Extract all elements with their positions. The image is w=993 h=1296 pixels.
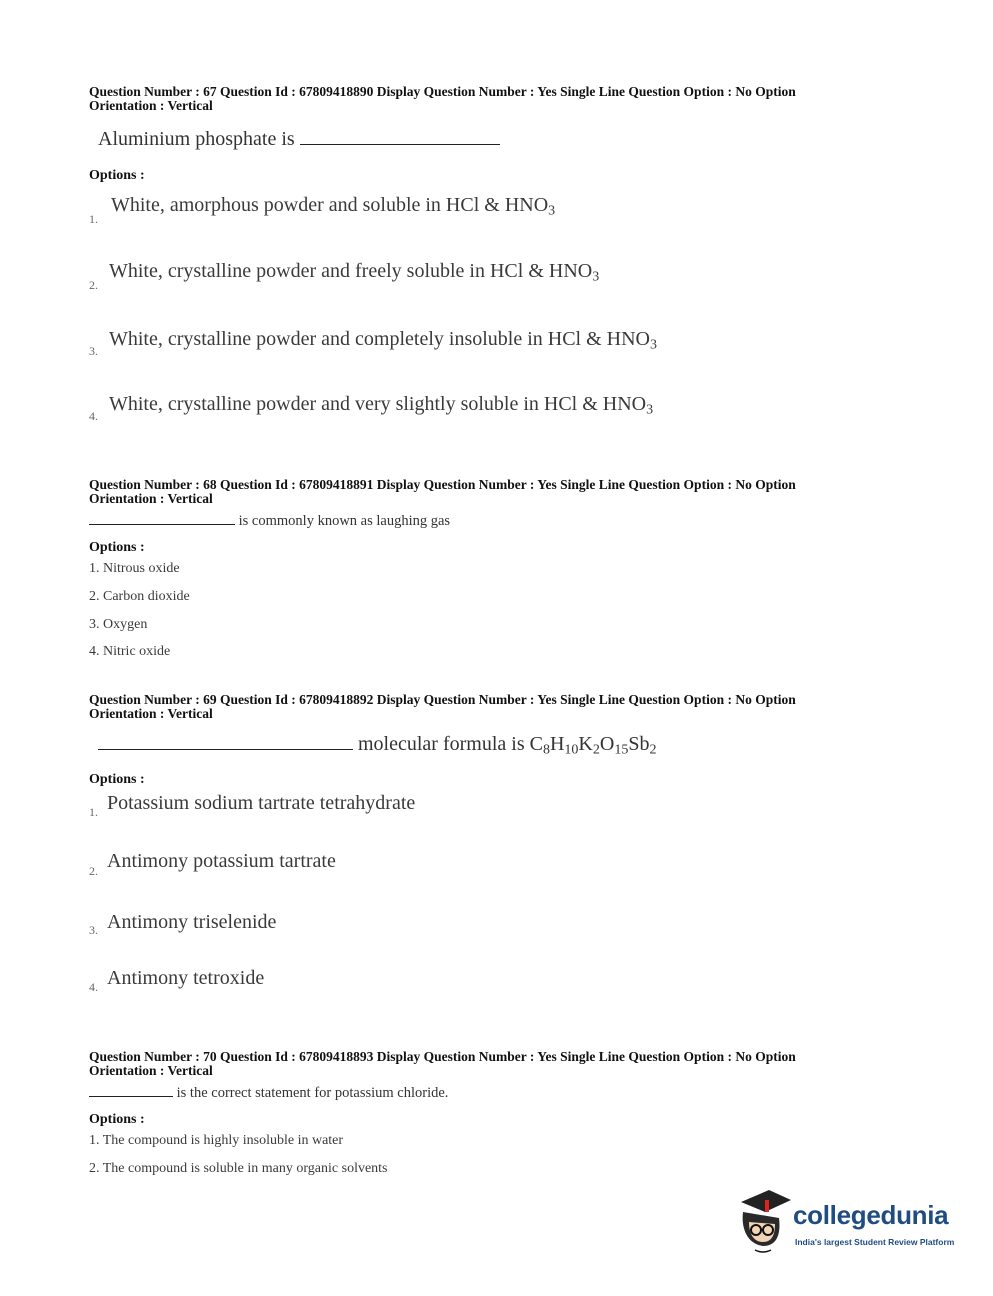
- options-label: Options :: [89, 772, 145, 787]
- answer-blank: [89, 1096, 173, 1097]
- option-1: [89, 1133, 343, 1149]
- option-2: [89, 589, 190, 605]
- stem-text: Aluminium phosphate is: [98, 128, 295, 150]
- option-number: 3.: [89, 923, 98, 937]
- option-number: 1.: [89, 561, 100, 576]
- option-text: White, amorphous powder and soluble in HCl & $HNO_3$: [111, 194, 556, 219]
- options-label: Options :: [89, 540, 145, 555]
- meta-line-1: Question Number : 67 Question Id : 67809418890 Display Question Number : Yes Single Line Question Option : No Option: [89, 84, 796, 99]
- option-number: 1.: [89, 805, 98, 819]
- question-68-meta: [89, 478, 879, 506]
- molecular-formula: $C_8H_{10}K_2O_{15}Sb_2$: [529, 733, 657, 758]
- answer-blank: [98, 749, 353, 750]
- option-text: Nitric oxide: [103, 644, 171, 659]
- question-67-meta: [89, 85, 879, 113]
- option-2: [89, 1161, 388, 1177]
- option-3: [89, 617, 147, 633]
- meta-line-2: Orientation : Vertical: [89, 98, 213, 113]
- options-label: Options :: [89, 168, 145, 183]
- option-number: 4.: [89, 644, 100, 659]
- option-text: Antimony triselenide: [107, 911, 277, 933]
- option-number: 3.: [89, 344, 98, 358]
- options-label: Options :: [89, 1112, 145, 1127]
- question-69-meta: [89, 693, 879, 721]
- option-text: Antimony potassium tartrate: [107, 850, 336, 872]
- answer-blank: [300, 144, 500, 145]
- meta-line-1: Question Number : 69 Question Id : 67809418892 Display Question Number : Yes Single Line Question Option : No Option: [89, 692, 796, 707]
- logo-wordmark: collegedunia: [793, 1200, 949, 1230]
- option-text: Nitrous oxide: [103, 561, 180, 576]
- collegedunia-logo[interactable]: [735, 1188, 960, 1260]
- meta-line-1: Question Number : 68 Question Id : 67809418891 Display Question Number : Yes Single Line Question Option : No Option: [89, 477, 796, 492]
- logo-tagline: India's largest Student Review Platform: [795, 1237, 955, 1247]
- question-69-stem: [98, 733, 656, 756]
- option-1: [89, 561, 180, 577]
- meta-line-1: Question Number : 70 Question Id : 67809418893 Display Question Number : Yes Single Line Question Option : No Option: [89, 1049, 796, 1064]
- option-4: [89, 644, 170, 660]
- question-67-stem: [98, 128, 500, 151]
- question-68-stem: [89, 513, 450, 530]
- option-text: Potassium sodium tartrate tetrahydrate: [107, 792, 416, 814]
- meta-line-2: Orientation : Vertical: [89, 491, 213, 506]
- question-70-meta: [89, 1050, 879, 1078]
- option-number: 2.: [89, 589, 100, 604]
- meta-line-2: Orientation : Vertical: [89, 706, 213, 721]
- option-number: 2.: [89, 864, 98, 878]
- option-text: Oxygen: [103, 617, 148, 632]
- option-text: White, crystalline powder and completely insoluble in HCl & $HNO_3$: [109, 328, 657, 353]
- option-number: 4.: [89, 409, 98, 423]
- option-number: 1.: [89, 1133, 100, 1148]
- option-number: 2.: [89, 278, 98, 292]
- option-number: 3.: [89, 617, 100, 632]
- option-number: 1.: [89, 212, 98, 226]
- student-mascot-icon: [735, 1188, 793, 1256]
- option-text: The compound is highly insoluble in water: [102, 1133, 344, 1148]
- stem-text: is commonly known as laughing gas: [238, 513, 451, 529]
- meta-line-2: Orientation : Vertical: [89, 1063, 213, 1078]
- stem-text: is the correct statement for potassium chloride.: [176, 1085, 449, 1101]
- option-text: Antimony tetroxide: [107, 967, 265, 989]
- option-text: White, crystalline powder and very slightly soluble in HCl & $HNO_3$: [109, 393, 654, 418]
- answer-blank: [89, 524, 235, 525]
- question-70-stem: [89, 1085, 448, 1102]
- stem-text: molecular formula is: [358, 733, 525, 755]
- option-number: 2.: [89, 1161, 100, 1176]
- option-text: The compound is soluble in many organic solvents: [102, 1161, 388, 1176]
- option-text: Carbon dioxide: [103, 589, 190, 604]
- option-number: 4.: [89, 980, 98, 994]
- option-text: White, crystalline powder and freely soluble in HCl & $HNO_3$: [109, 260, 600, 285]
